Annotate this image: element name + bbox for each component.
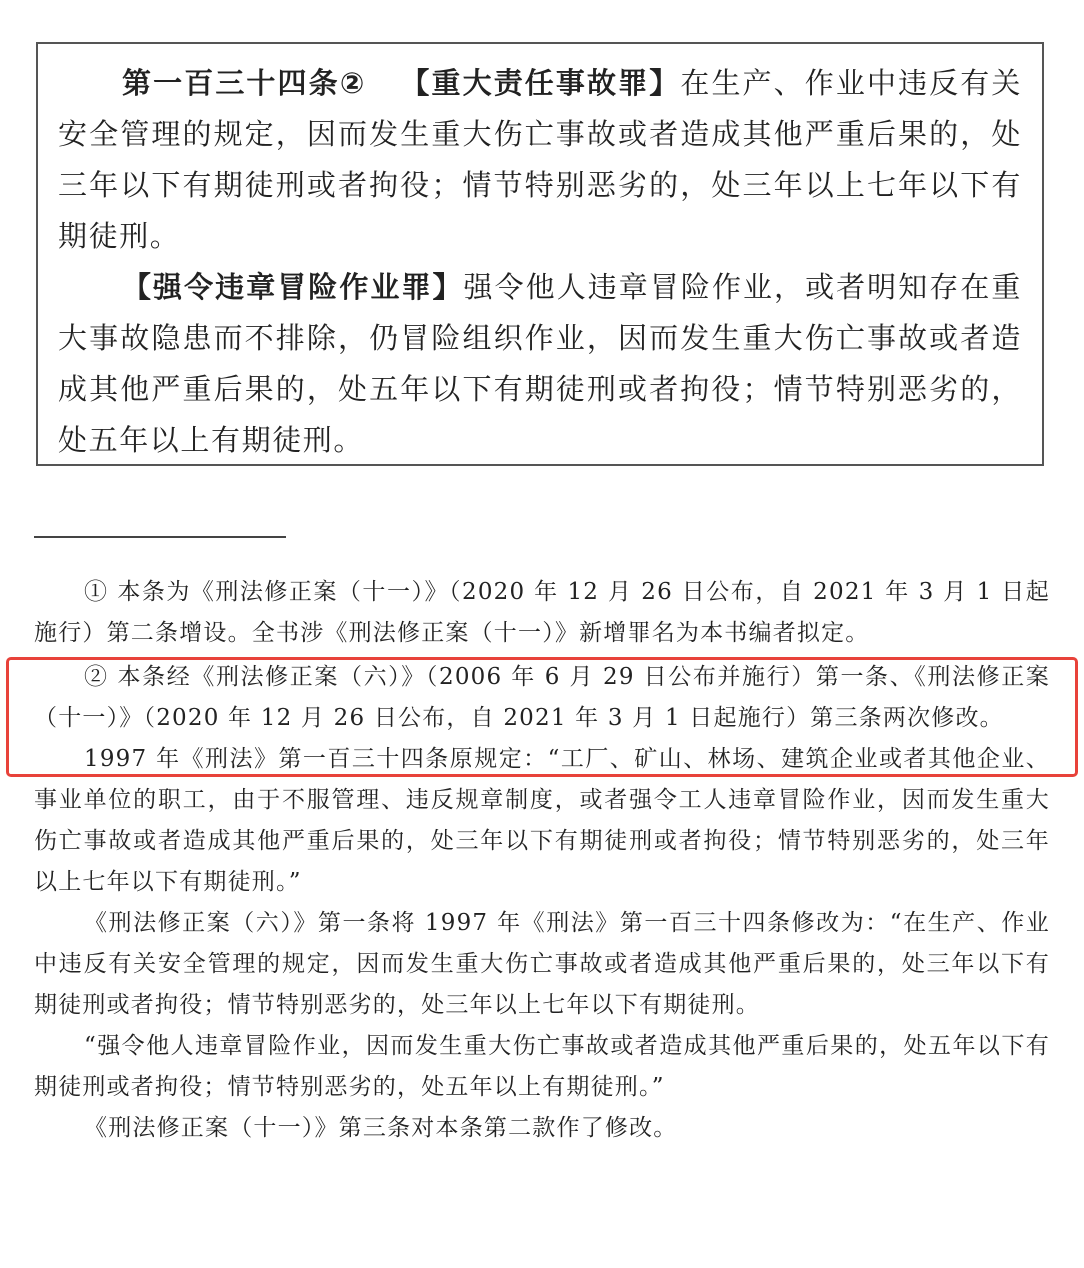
footnote-1: ① 本条为《刑法修正案（十一）》（2020 年 12 月 26 日公布，自 2021 年 3 月 1 日起施行）第二条增设。全书涉《刑法修正案（十一）》新增罪名为本书编者拟定。 xyxy=(34,579,1050,646)
article-paragraph-1 xyxy=(58,58,1022,262)
article-paragraph-2 xyxy=(58,262,1022,466)
footnote-2-amendment-6: 《刑法修正案（六）》第一条将 1997 年《刑法》第一百三十四条修改为：“在生产、作业中违反有关安全管理的规定，因而发生重大伤亡事故或者造成其他严重后果的，处三年以下有期徒刑或者拘役；情节特别恶劣的，处三年以上七年以下有期徒刑。 xyxy=(34,910,1050,1018)
footnote-2-original-1997: 1997 年《刑法》第一百三十四条原规定：“工厂、矿山、林场、建筑企业或者其他企业、事业单位的职工，由于不服管理、违反规章制度，或者强令工人违章冒险作业，因而发生重大伤亡事故或者造成其他严重后果的，处三年以下有期徒刑或者拘役；情节特别恶劣的，处三年以上七年以下有期徒刑。” xyxy=(34,746,1050,895)
crime-name-major-liability-accident: 【重大责任事故罪】 xyxy=(400,66,681,100)
highlight-annotation-box xyxy=(6,657,1078,777)
article-paragraph-1-text: 在生产、作业中违反有关安全管理的规定，因而发生重大伤亡事故或者造成其他严重后果的，处三年以下有期徒刑或者拘役；情节特别恶劣的，处三年以上七年以下有期徒刑。 xyxy=(58,66,1022,253)
article-paragraph-2-text: 强令他人违章冒险作业，或者明知存在重大事故隐患而不排除，仍冒险组织作业，因而发生重大伤亡事故或者造成其他严重后果的，处五年以下有期徒刑或者拘役；情节特别恶劣的，处五年以上有期徒刑。 xyxy=(58,270,1022,457)
footnote-2-amendment-11: 《刑法修正案（十一）》第三条对本条第二款作了修改。 xyxy=(84,1115,678,1141)
article-number: 第一百三十四条② xyxy=(122,66,367,100)
footnote-2-amendment-6-second-paragraph: “强令他人违章冒险作业，因而发生重大伤亡事故或者造成其他严重后果的，处五年以下有期徒刑或者拘役；情节特别恶劣的，处五年以上有期徒刑。” xyxy=(34,1033,1050,1100)
article-text-box xyxy=(36,42,1044,466)
footnote-divider xyxy=(34,536,286,538)
crime-name-forced-risky-operation: 【强令违章冒险作业罪】 xyxy=(122,270,464,304)
footnote-2: ② 本条经《刑法修正案（六）》（2006 年 6 月 29 日公布并施行）第一条、《刑法修正案（十一）》（2020 年 12 月 26 日公布，自 2021 年 3 月 1 日起施行）第三条两次修改。 xyxy=(34,664,1050,731)
